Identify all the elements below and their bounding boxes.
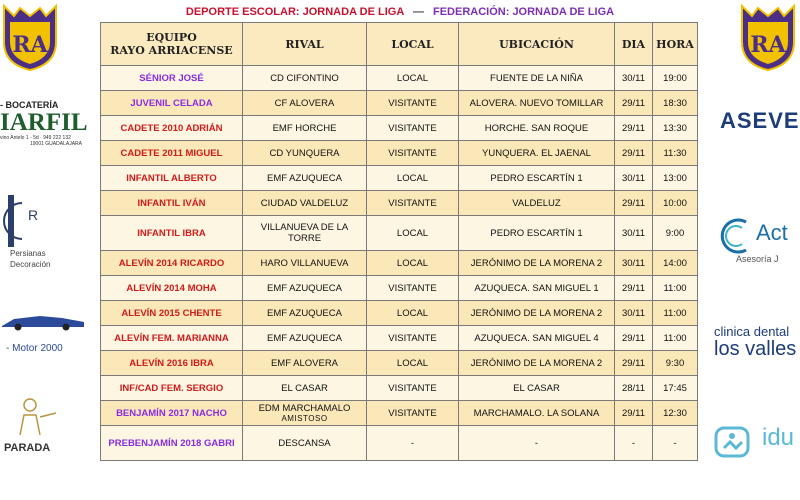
hora-cell: 14:00 [653, 251, 698, 276]
idu-name: idu [762, 424, 795, 451]
header-separator: — [412, 6, 424, 18]
header-federacion: FEDERACIÓN: JORNADA DE LIGA [433, 6, 615, 18]
col-equipo-header [101, 23, 243, 66]
dia-cell: 29/11 [615, 141, 653, 166]
dia-cell: 28/11 [615, 376, 653, 401]
local-cell: VISITANTE [367, 91, 459, 116]
local-cell: LOCAL [367, 351, 459, 376]
car-icon [0, 310, 90, 332]
marfil-name: IARFIL [0, 109, 88, 136]
col-equipo-line1: EQUIPO [146, 31, 197, 44]
hora-cell: 10:00 [653, 191, 698, 216]
dia-cell: 29/11 [615, 276, 653, 301]
table-row [101, 301, 698, 326]
table-row [101, 91, 698, 116]
local-cell: VISITANTE [367, 191, 459, 216]
dia-cell: 29/11 [615, 401, 653, 426]
dia-cell: 30/11 [615, 166, 653, 191]
clinica-name: los valles [714, 338, 797, 360]
sponsor-clinica-logo [712, 320, 800, 365]
ubicacion-cell: PEDRO ESCARTÍN 1 [459, 216, 615, 251]
team-cell: SÉNIOR JOSÉ [101, 66, 243, 91]
table-row [101, 141, 698, 166]
table-row [101, 216, 698, 251]
col-local-header: LOCAL [367, 23, 459, 66]
rival-cell [243, 276, 367, 301]
rival-name: EMF AZUQUECA [267, 332, 342, 344]
team-cell: ALEVÍN 2016 IBRA [101, 351, 243, 376]
rival-cell [243, 91, 367, 116]
club-crest-right-logo [738, 2, 798, 72]
local-cell: VISITANTE [367, 326, 459, 351]
team-cell: INFANTIL IVÁN [101, 191, 243, 216]
ubicacion-cell: JERÓNIMO DE LA MORENA 2 [459, 301, 615, 326]
ubicacion-cell: PEDRO ESCARTÍN 1 [459, 166, 615, 191]
rival-cell [243, 301, 367, 326]
hora-cell: - [653, 426, 698, 461]
rival-name: VILLANUEVA DE LA TORRE [260, 222, 349, 244]
cr-line1: Persianas [10, 249, 46, 258]
ubicacion-cell: JERÓNIMO DE LA MORENA 2 [459, 251, 615, 276]
marfil-city: 19001 GUADALAJARA [30, 141, 82, 147]
dia-cell: 29/11 [615, 326, 653, 351]
sponsor-cr-persianas-logo [0, 195, 90, 275]
club-crest-left-logo [0, 2, 60, 72]
acti-subtitle: Asesoría J [736, 254, 779, 264]
local-cell: LOCAL [367, 301, 459, 326]
team-cell: JUVENIL CELADA [101, 91, 243, 116]
local-cell: LOCAL [367, 251, 459, 276]
local-cell: VISITANTE [367, 141, 459, 166]
rival-name: DESCANSA [278, 437, 331, 449]
ubicacion-cell: MARCHAMALO. LA SOLANA [459, 401, 615, 426]
ubicacion-cell: AZUQUECA. SAN MIGUEL 1 [459, 276, 615, 301]
marfil-address: vino Antelo 1 - 5d · 949 222 132 [0, 135, 71, 141]
sponsor-acti-logo [716, 210, 800, 270]
rival-name: EMF ALOVERA [270, 357, 339, 369]
rival-name: EMF AZUQUECA [267, 172, 342, 184]
team-cell: INFANTIL IBRA [101, 216, 243, 251]
rival-cell [243, 66, 367, 91]
hora-cell: 17:45 [653, 376, 698, 401]
motor-name: - Motor 2000 [6, 343, 63, 354]
table-row [101, 191, 698, 216]
team-cell: PREBENJAMÍN 2018 GABRI [101, 426, 243, 461]
team-cell: INFANTIL ALBERTO [101, 166, 243, 191]
rival-name: EL CASAR [281, 382, 328, 394]
dia-cell: 29/11 [615, 91, 653, 116]
team-cell: ALEVÍN 2015 CHENTE [101, 301, 243, 326]
col-rival-header: RIVAL [243, 23, 367, 66]
ubicacion-cell: - [459, 426, 615, 461]
rival-name: CD YUNQUERA [269, 147, 340, 159]
page-header [100, 3, 700, 21]
sponsor-idu-logo [712, 420, 800, 465]
crest-letters: RA [12, 32, 48, 58]
team-cell: BENJAMÍN 2017 NACHO [101, 401, 243, 426]
table-row [101, 166, 698, 191]
rival-name: CF ALOVERA [274, 97, 335, 109]
rival-cell [243, 251, 367, 276]
sponsor-parada-logo [0, 395, 90, 460]
hora-cell: 13:00 [653, 166, 698, 191]
parada-name: PARADA [4, 442, 51, 454]
table-row [101, 276, 698, 301]
acti-name: Act [756, 220, 788, 245]
dia-cell: 29/11 [615, 116, 653, 141]
rival-cell [243, 141, 367, 166]
rival-cell [243, 116, 367, 141]
team-cell: CADETE 2010 ADRIÁN [101, 116, 243, 141]
local-cell: LOCAL [367, 216, 459, 251]
ubicacion-cell: EL CASAR [459, 376, 615, 401]
rival-name: CD CIFONTINO [270, 72, 339, 84]
cr-line2: Decoración [10, 260, 51, 269]
rival-name: EMF HORCHE [272, 122, 337, 134]
schedule-table [100, 22, 698, 461]
dia-cell: 30/11 [615, 66, 653, 91]
local-cell: VISITANTE [367, 376, 459, 401]
local-cell: - [367, 426, 459, 461]
cr-bracket-icon [0, 195, 30, 247]
local-cell: VISITANTE [367, 276, 459, 301]
ubicacion-cell: VALDELUZ [459, 191, 615, 216]
rival-cell [243, 216, 367, 251]
rival-name: EMF AZUQUECA [267, 282, 342, 294]
sponsor-marfil-logo [0, 100, 90, 160]
idu-person-icon [714, 424, 754, 460]
ubicacion-cell: JERÓNIMO DE LA MORENA 2 [459, 351, 615, 376]
rival-name: CIUDAD VALDELUZ [260, 197, 349, 209]
col-equipo-line2: RAYO ARRIACENSE [110, 44, 233, 57]
team-cell: ALEVÍN FEM. MARIANNA [101, 326, 243, 351]
rival-name: HARO VILLANUEVA [260, 257, 349, 269]
table-row [101, 326, 698, 351]
team-cell: CADETE 2011 MIGUEL [101, 141, 243, 166]
hora-cell: 19:00 [653, 66, 698, 91]
local-cell: LOCAL [367, 66, 459, 91]
header-escolar: DEPORTE ESCOLAR: JORNADA DE LIGA [185, 6, 404, 18]
hora-cell: 12:30 [653, 401, 698, 426]
ubicacion-cell: FUENTE DE LA NIÑA [459, 66, 615, 91]
cr-letter: R [28, 207, 39, 223]
dia-cell: 30/11 [615, 251, 653, 276]
local-cell: LOCAL [367, 166, 459, 191]
ubicacion-cell: AZUQUECA. SAN MIGUEL 4 [459, 326, 615, 351]
table-row [101, 251, 698, 276]
dia-cell: - [615, 426, 653, 461]
local-cell: VISITANTE [367, 116, 459, 141]
team-cell: ALEVÍN 2014 RICARDO [101, 251, 243, 276]
sponsor-motor2000-logo [0, 310, 90, 360]
sponsor-aseve-logo [716, 100, 800, 150]
rival-cell [243, 401, 367, 426]
rival-cell [243, 166, 367, 191]
hora-cell: 9:30 [653, 351, 698, 376]
hora-cell: 18:30 [653, 91, 698, 116]
rival-note: AMISTOSO [281, 414, 328, 423]
hora-cell: 11:30 [653, 141, 698, 166]
table-row [101, 376, 698, 401]
local-cell: VISITANTE [367, 401, 459, 426]
dia-cell: 29/11 [615, 191, 653, 216]
team-cell: ALEVÍN 2014 MOHA [101, 276, 243, 301]
table-row [101, 116, 698, 141]
col-dia-header: DIA [615, 23, 653, 66]
acti-swirl-icon [718, 216, 752, 256]
table-row [101, 66, 698, 91]
rival-cell [243, 191, 367, 216]
hora-cell: 9:00 [653, 216, 698, 251]
crest-letters: RA [750, 32, 786, 58]
rival-cell [243, 376, 367, 401]
hora-cell: 11:00 [653, 276, 698, 301]
dia-cell: 29/11 [615, 351, 653, 376]
table-header-row [101, 23, 698, 66]
rival-name: EMF AZUQUECA [267, 307, 342, 319]
ubicacion-cell: HORCHE. SAN ROQUE [459, 116, 615, 141]
dia-cell: 30/11 [615, 301, 653, 326]
hora-cell: 11:00 [653, 326, 698, 351]
rival-name: EDM MARCHAMALO [258, 403, 351, 414]
hora-cell: 13:30 [653, 116, 698, 141]
parada-figure-icon [8, 395, 68, 437]
table-row [101, 351, 698, 376]
rival-cell [243, 326, 367, 351]
hora-cell: 11:00 [653, 301, 698, 326]
aseve-name: ASEVE [720, 108, 800, 133]
dia-cell: 30/11 [615, 216, 653, 251]
table-row [101, 401, 698, 426]
col-hora-header: HORA [653, 23, 698, 66]
team-cell: INF/CAD FEM. SERGIO [101, 376, 243, 401]
clinica-top: clinica dental [714, 324, 790, 339]
rival-cell [243, 351, 367, 376]
rival-cell [243, 426, 367, 461]
table-row [101, 426, 698, 461]
col-ubicacion-header: UBICACIÓN [459, 23, 615, 66]
ubicacion-cell: YUNQUERA. EL JAENAL [459, 141, 615, 166]
ubicacion-cell: ALOVERA. NUEVO TOMILLAR [459, 91, 615, 116]
marfil-tagline: - BOCATERÍA [0, 100, 59, 110]
